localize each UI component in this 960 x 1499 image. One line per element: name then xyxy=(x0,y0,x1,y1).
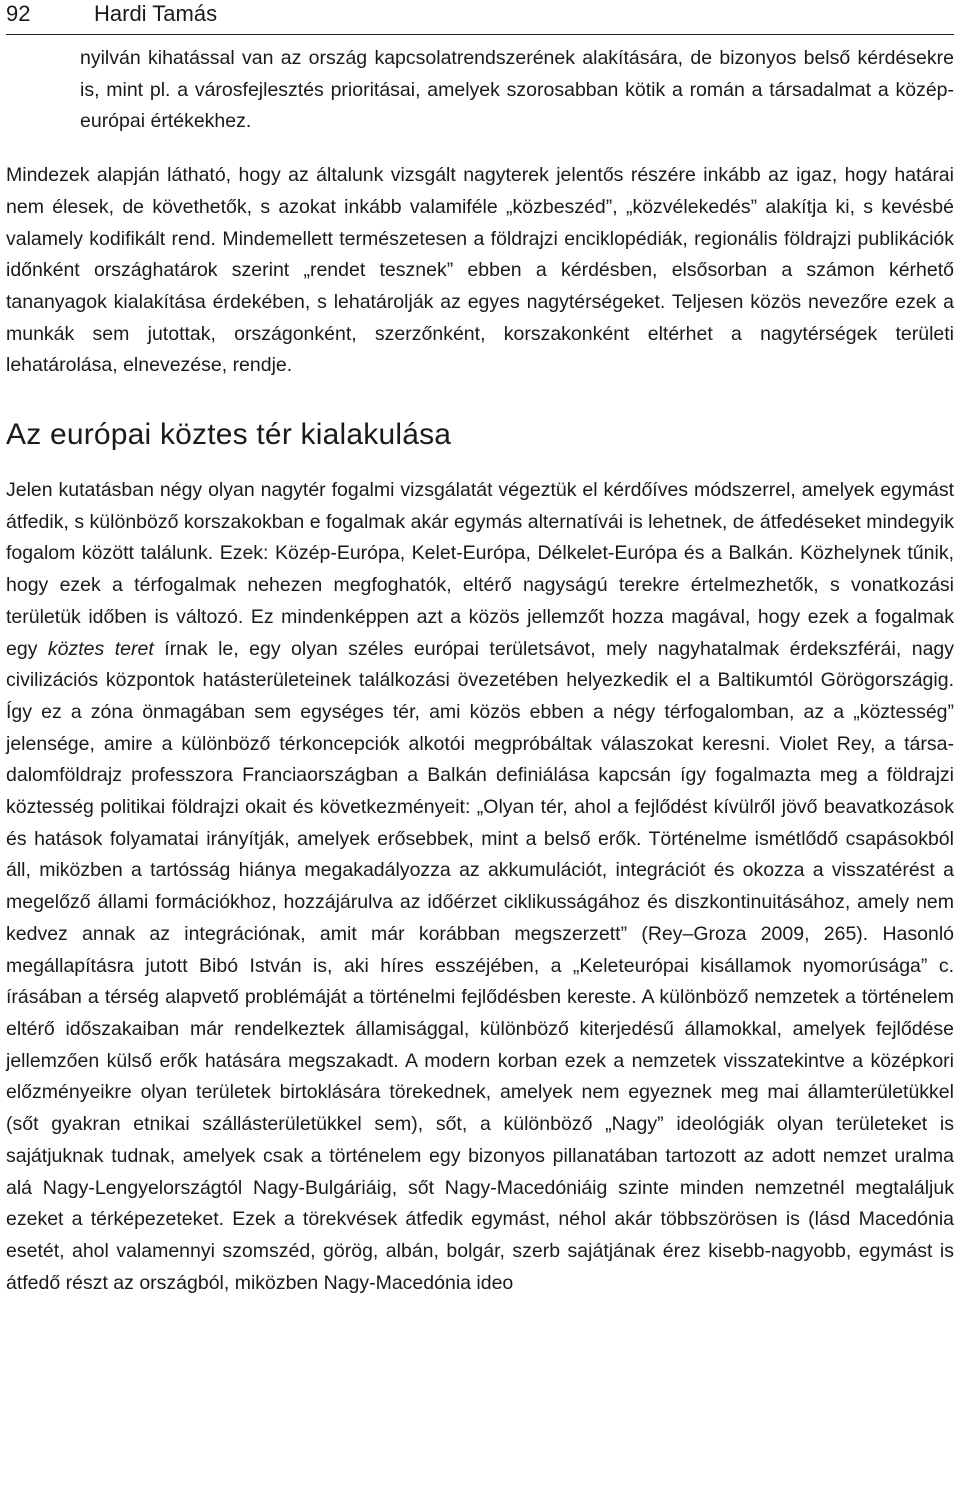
running-header xyxy=(6,0,954,35)
running-head-author: Hardi Tamás xyxy=(94,1,218,26)
paragraph-continued: nyilván kihatással van az ország kapcsolatrendszerének alakítására, de bizonyos belső kérdésekre is, mint pl. a városfejlesztés prioritásai, amelyek szorosabban kötik a román a társadalmat a közép-európai értékekhez. xyxy=(80,47,954,133)
section-heading: Az európai köztes tér kialakulása xyxy=(6,418,452,452)
emphasis-term: köztes teret xyxy=(47,637,154,660)
page-number: 92 xyxy=(6,1,31,26)
paragraph-summary: Mindezek alapján látható, hogy az általunk vizsgált nagyterek jelentős részére inkább az igaz, hogy határai nem élesek, de követhetők, s azokat inkább valamiféle „közbeszéd”, „közvélekedés” alakítja ki, s kevésbé valamely kodifikált rend. Mindemellett természetesen a földrajzi enciklopédiák, regionális földrajzi publikációk időnként országhatárok szerint „rendet tesznek” ebben a kérdésben, elsősorban a számon kérhető tananyagok kialakítása érdekében, s lehatárolják az egyes nagytérségeket. Teljesen közös nevezőre ezek a munkák sem jutottak, országonként, szerzőnként, korszakonként eltérhet a nagytérségek területi lehatárolása, elnevezése, rendje. xyxy=(6,164,954,377)
paragraph-text-part: Jelen kutatásban négy olyan nagytér fogalmi vizsgálatát végeztük el kérdőíves módszerrel, amelyek egymást átfedik, s különböző korszakokban e fogalmak akár egymás alternatívái is lehetnek, de átfedéseket mindegyik fogalom között találunk. Ezek: Közép-Európa, Kelet-Európa, Délkelet-Európa és a Balkán. Közhelynek tűnik, hogy ezek a térfogalmak nehezen megfoghatók, eltérő nagyságú terekre értelmezhetők, s vonatkozási területük időben is változó. Ez mindenképpen azt a közös jellemzőt hozza magával, hogy ezek a fogalmak egy xyxy=(6,479,954,660)
page-body xyxy=(6,40,954,1299)
paragraph-intermediate-space xyxy=(6,475,954,1299)
paragraph-text-part: írnak le, egy olyan széles európai területsávot, mely nagyhatalmak érdekszférái, nagy civilizációs központok hatásterületeinek találkozási övezetében helyezkedik el a Baltikumtól Görögországig. Így ez a zóna önmagában sem egységes tér, ami közös ebben a négy térfogalomban, az a „köztesség” jelensége, amire a különböző térkoncepciók alkotói megpróbáltak válaszokat keresni. Violet Rey, a társadalomföldrajz professzora Franciaországban a Balkán definiálása kapcsán így fogalmazta meg a földrajzi köztesség politikai földrajzi okait és következményeit: „Olyan tér, ahol a fejlődést kívülről jövő beavatkozások és hatások folyamatai irányítják, amelyek erősebbek, mint a belső erők. Történelme ismétlődő csapásokból áll, miközben a tartósság hiánya megakadályozza az akkumulációt, integrációt és okozza a visszatérést a megelőző állami formációkhoz, hozzájárulva az időérzet ciklikusságához és diszkontinuitásához, amely nem kedvez annak az integrációnak, amit már korábban megszerzett” (Rey–Groza 2009, 265). Hasonló megállapításra jutott Bibó István is, aki híres esszéjében, a „Keleteurópai kisállamok nyomorúsága” c. írásában a térség alapvető problémáját a történelmi fejlődésben kereste. A különböző nemzetek a történelem eltérő időszakaiban már rendelkeztek államisággal, különböző kiterjedésű államokkal, amelyek fejlődése jellemzően külső erők hatására megszakadt. A modern korban ezek a nemzetek visszatekintve a középkori előzményeikre olyan területek birtoklására törekednek, amelyek nem egyeznek meg mai államterületükkel (sőt gyakran etnikai szállásterületükkel sem), sőt, a különböző „Nagy” ideológiák olyan területeket is sajátjuknak tudnak, amelyek csak a történelem egy bizonyos pillanatában tartozott az adott nemzet uralma alá Nagy-Lengyelországtól Nagy-Bulgáriáig, sőt Nagy-Macedóniáig szinte minden nemzetnél megtaláljuk ezeket a térképezeteket. Ezek a törekvések átfedik egymást, néhol akár többszörösen is (lásd Macedónia esetét, ahol valamennyi szomszéd, görög, albán, bolgár, szerb sajátjának érez kisebb-nagyobb, egymást is átfedő részt az országból, miközben Nagy-Macedónia ideo xyxy=(6,637,955,1294)
